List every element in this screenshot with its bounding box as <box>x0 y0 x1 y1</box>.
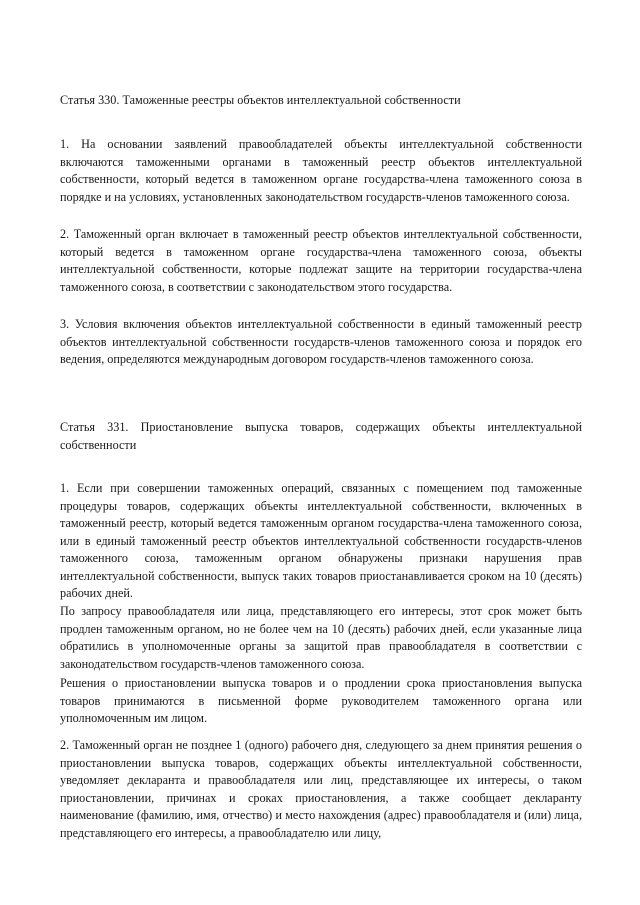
article-330-paragraph-1: 1. На основании заявлений правообладателей объекты интеллектуальной собственности включаются таможенными органами в таможенный реестр объектов интеллектуальной собственности, который ведется в таможенном органе государства-члена таможенного союза в порядке и на условиях, установленных законодательством государств-членов таможенного союза. <box>60 137 582 204</box>
article-330-heading: Статья 330. Таможенные реестры объектов интеллектуальной собственности <box>60 93 461 107</box>
article-331-paragraph-4: 2. Таможенный орган не позднее 1 (одного) рабочего дня, следующего за днем принятия решения о приостановлении выпуска товаров, содержащих объекты интеллектуальной собственности, уведомляет декларанта и правообладателя или лиц, представляющее их интересы, о таком приостановлении, причинах и сроках приостановления, а также сообщает декларанту наименование (фамилию, имя, отчество) и место нахождения (адрес) правообладателя и (или) лица, представляющего его интересы, а правообладателю или лицу, <box>60 738 582 840</box>
article-330-paragraph-3: 3. Условия включения объектов интеллектуальной собственности в единый таможенный реестр объектов интеллектуальной собственности государств-членов таможенного союза и порядок его ведения, определяются международным договором государств-членов таможенного союза. <box>60 317 582 366</box>
article-331-heading: Статья 331. Приостановление выпуска товаров, содержащих объекты интеллектуальной собственности <box>60 420 582 452</box>
article-331-paragraph-1: 1. Если при совершении таможенных операций, связанных с помещением под таможенные процедуры товаров, содержащих объекты интеллектуальной собственности, включенных в таможенный реестр, который ведется таможенным органом государства-члена таможенного союза, или в единый таможенный реестр объектов интеллектуальной собственности государств-членов таможенного союза, таможенным органом обнаружены признаки нарушения прав интеллектуальной собственности, выпуск таких товаров приостанавливается сроком на 10 (десять) рабочих дней. <box>60 481 582 600</box>
article-331-paragraph-2: По запросу правообладателя или лица, представляющего его интересы, этот срок может быть продлен таможенным органом, но не более чем на 10 (десять) рабочих дней, если указанные лица обратились в уполномоченные органы за защитой прав правообладателя в соответствии с законодательством государств-членов таможенного союза. <box>60 604 582 671</box>
article-330-paragraph-2: 2. Таможенный орган включает в таможенный реестр объектов интеллектуальной собственности, который ведется в таможенном органе государства-члена таможенного союза, объекты интеллектуальной собственности, которые подлежат защите на территории государства-члена таможенного союза, в соответствии с законодательством этого государства. <box>60 227 582 294</box>
article-331-paragraph-3: Решения о приостановлении выпуска товаров и о продлении срока приостановления выпуска товаров принимаются в письменной форме руководителем таможенного органа или уполномоченным им лицом. <box>60 676 582 725</box>
